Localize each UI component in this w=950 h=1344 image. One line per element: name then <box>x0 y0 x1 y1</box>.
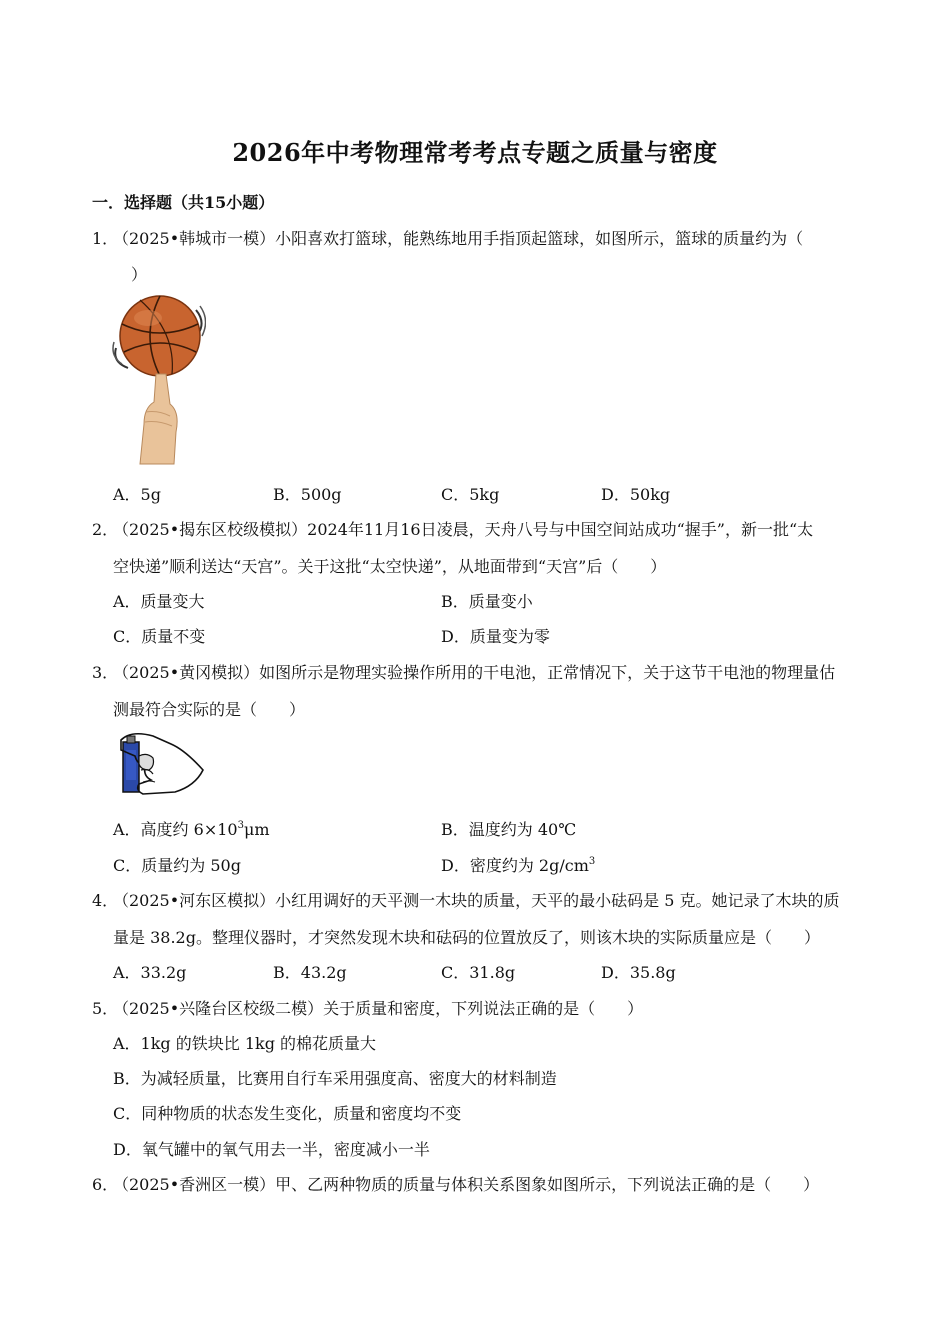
question-4-option-b[interactable]: B．43.2g <box>273 963 347 982</box>
question-1-text-cont: ） <box>131 265 148 284</box>
option-a-exponent: 3 <box>237 820 244 831</box>
question-2-text-cont: 空快递”顺利送达“天宫”。关于这批“太空快递”，从地面带到“天宫”后（ ） <box>113 557 667 576</box>
option-a-text: A．高度约 6×10 <box>113 820 238 839</box>
question-5-option-b[interactable]: B．为减轻质量，比赛用自行车采用强度高、密度大的材料制造 <box>113 1069 557 1088</box>
question-1-option-b[interactable]: B．500g <box>273 485 342 504</box>
question-5-number: 5． <box>92 999 119 1018</box>
question-2-option-c[interactable]: C．质量不变 <box>113 627 206 646</box>
question-2-option-d[interactable]: D．质量变为零 <box>441 627 550 646</box>
battery-in-hand-image <box>113 730 207 800</box>
section-heading: 一．选择题（共15小题） <box>92 193 275 212</box>
question-6-text: （2025•香洲区一模）甲、乙两种物质的质量与体积关系图象如图所示，下列说法正确的是（ ） <box>113 1175 820 1194</box>
question-3-option-a[interactable] <box>113 820 270 840</box>
question-4-text: （2025•河东区模拟）小红用调好的天平测一木块的质量，天平的最小砝码是 5 克。她记录了木块的质 <box>113 891 840 910</box>
question-5-option-c[interactable]: C．同种物质的状态发生变化，质量和密度均不变 <box>113 1104 462 1123</box>
question-1-number: 1． <box>92 229 119 248</box>
question-5-text: （2025•兴隆台区校级二模）关于质量和密度，下列说法正确的是（ ） <box>113 999 644 1018</box>
basketball-on-finger-image <box>110 292 206 466</box>
question-3-option-b[interactable]: B．温度约为 40℃ <box>441 820 577 839</box>
question-1-text: （2025•韩城市一模）小阳喜欢打篮球，能熟练地用手指顶起篮球，如图所示，篮球的质量约为（ <box>113 229 804 248</box>
option-d-exponent: 3 <box>588 856 596 867</box>
question-4-option-d[interactable]: D．35.8g <box>601 963 676 982</box>
question-3-text-cont: 测最符合实际的是（ ） <box>113 700 306 719</box>
page-title: 2026年中考物理常考考点专题之质量与密度 <box>232 138 718 167</box>
option-a-unit: μm <box>243 820 270 839</box>
question-4-option-a[interactable]: A．33.2g <box>113 963 187 982</box>
question-2-number: 2． <box>92 520 119 539</box>
question-2-option-a[interactable]: A．质量变大 <box>113 592 205 611</box>
option-d-text: D．密度约为 2g/cm <box>441 856 589 875</box>
question-3-option-c[interactable]: C．质量约为 50g <box>113 856 241 875</box>
question-5-option-a[interactable]: A．1kg 的铁块比 1kg 的棉花质量大 <box>113 1034 377 1053</box>
question-4-number: 4． <box>92 891 119 910</box>
question-6-number: 6． <box>92 1175 119 1194</box>
question-4-text-cont: 量是 38.2g。整理仪器时，才突然发现木块和砝码的位置放反了，则该木块的实际质量应是（ ） <box>113 928 820 947</box>
question-1-option-a[interactable]: A．5g <box>113 485 161 504</box>
question-3-option-d[interactable] <box>441 856 595 876</box>
question-2-text: （2025•揭东区校级模拟）2024年11月16日凌晨，天舟八号与中国空间站成功“握手”，新一批“太 <box>113 520 814 539</box>
question-3-text: （2025•黄冈模拟）如图所示是物理实验操作所用的干电池，正常情况下，关于这节干电池的物理量估 <box>113 663 836 682</box>
question-3-number: 3． <box>92 663 119 682</box>
question-5-option-d[interactable]: D．氧气罐中的氧气用去一半，密度减小一半 <box>113 1140 430 1159</box>
question-1-option-c[interactable]: C．5kg <box>441 485 500 504</box>
question-4-option-c[interactable]: C．31.8g <box>441 963 516 982</box>
question-2-option-b[interactable]: B．质量变小 <box>441 592 533 611</box>
question-1-option-d[interactable]: D．50kg <box>601 485 671 504</box>
